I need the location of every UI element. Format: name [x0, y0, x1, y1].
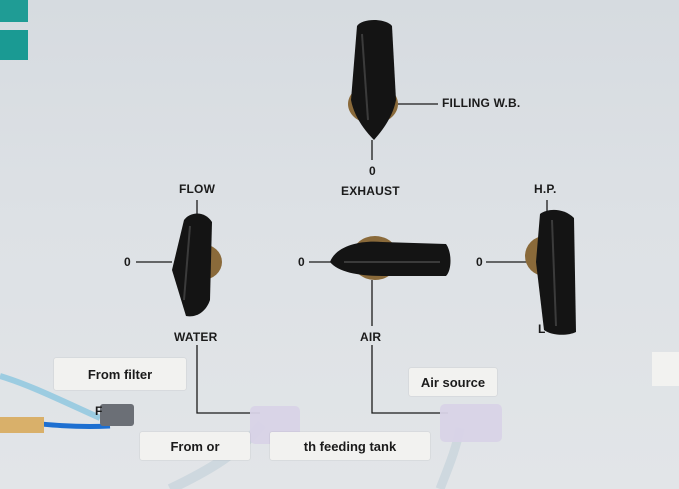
sticker-from-filter: From filter — [54, 358, 186, 390]
label-filling-wb: FILLING W.B. — [442, 96, 521, 110]
label-hp: H.P. — [534, 182, 557, 196]
label-exhaust: EXHAUST — [341, 184, 400, 198]
fitting-center-right — [440, 404, 502, 442]
label-water: WATER — [174, 330, 218, 344]
teal-tab-bottom — [0, 30, 28, 60]
label-air: AIR — [360, 330, 382, 344]
filling-valve-knob[interactable] — [348, 20, 398, 140]
hp-valve-knob[interactable] — [525, 210, 576, 335]
sticker-from-feeding-left: From or — [140, 432, 250, 460]
fitting-left — [100, 404, 134, 426]
zero-center: 0 — [298, 255, 305, 269]
exhaust-valve-knob[interactable] — [330, 236, 451, 280]
tag-strip — [0, 417, 44, 433]
label-flow: FLOW — [179, 182, 216, 196]
zero-top: 0 — [369, 164, 376, 178]
teal-tab-top — [0, 0, 28, 22]
sticker-from-feeding-right: th feeding tank — [270, 432, 430, 460]
label-f: F — [95, 404, 103, 418]
zero-left: 0 — [124, 255, 131, 269]
sticker-edge-right — [652, 352, 679, 386]
flow-valve-knob[interactable] — [172, 214, 222, 317]
sticker-air-source: Air source — [409, 368, 497, 396]
label-lp-partial: L — [538, 322, 546, 336]
zero-right: 0 — [476, 255, 483, 269]
